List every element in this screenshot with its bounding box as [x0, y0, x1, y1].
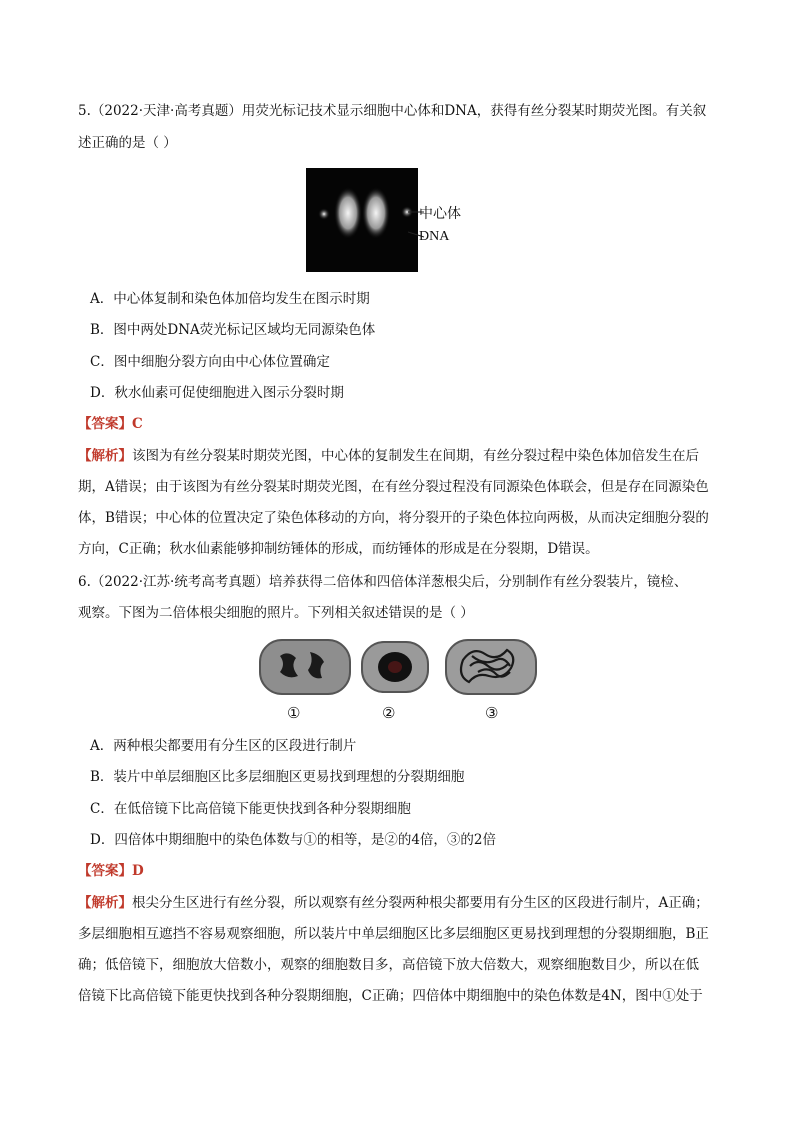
q5-analysis-line1 [78, 446, 699, 466]
q6-answer [78, 861, 144, 881]
analysis-text: 根尖分生区进行有丝分裂，所以观察有丝分裂两种根尖都要用有分生区的区段进行制片，A正确； [132, 895, 709, 911]
q5-analysis-line4: 方向，C正确；秋水仙素能够抑制纺锤体的形成，而纺锤体的形成是在分裂期，D错误。 [78, 541, 599, 557]
q6-option-b: B．装片中单层细胞区比多层细胞区更易找到理想的分裂期细胞 [90, 769, 465, 785]
cell-label-2: ② [382, 704, 396, 722]
q5-option-b: B．图中两处DNA荧光标记区域均无同源染色体 [90, 322, 376, 338]
q5-stem-line1: 5.（2022·天津·高考真题）用荧光标记技术显示细胞中心体和DNA，获得有丝分裂某时期荧光图。有关叙 [78, 103, 707, 119]
q5-option-a: A．中心体复制和染色体加倍均发生在图示时期 [90, 291, 370, 307]
q6-option-c: C．在低倍镜下比高倍镜下能更快找到各种分裂期细胞 [90, 801, 411, 817]
q5-option-d: D．秋水仙素可促使细胞进入图示分裂时期 [90, 385, 344, 401]
cell-label-1: ① [287, 704, 301, 722]
dna-region-left [334, 187, 362, 239]
label-dna: DNA [419, 229, 450, 244]
q5-analysis-line3: 体，B错误；中心体的位置决定了染色体移动的方向，将分裂开的子染色体拉向两极，从而决定细胞分裂的 [78, 510, 709, 526]
cells-image [258, 636, 540, 698]
analysis-text: 该图为有丝分裂某时期荧光图，中心体的复制发生在间期，有丝分裂过程中染色体加倍发生在后 [132, 448, 699, 464]
cell-1 [260, 640, 350, 694]
q5-option-c: C．图中细胞分裂方向由中心体位置确定 [90, 354, 330, 370]
q6-analysis-line4: 倍镜下比高倍镜下能更快找到各种分裂期细胞，C正确；四倍体中期细胞中的染色体数是4N，图中①处于 [78, 988, 703, 1004]
answer-tag: 【答案】 [78, 416, 132, 432]
q6-option-a: A．两种根尖都要用有分生区的区段进行制片 [90, 738, 357, 754]
answer-value: D [132, 863, 144, 879]
q5-answer [78, 414, 143, 434]
fluorescence-image [306, 168, 418, 272]
label-centrosome: 中心体 [419, 206, 461, 222]
q6-analysis-line3: 确；低倍镜下，细胞放大倍数小，观察的细胞数目多，高倍镜下放大倍数大，观察细胞数目少，所以在低 [78, 957, 699, 973]
dna-region-right [362, 187, 390, 239]
q6-analysis-line2: 多层细胞相互遮挡不容易观察细胞，所以装片中单层细胞区比多层细胞区更易找到理想的分裂期细胞，B正 [78, 926, 709, 942]
q6-stem-line1: 6.（2022·江苏·统考高考真题）培养获得二倍体和四倍体洋葱根尖后，分别制作有丝分裂装片，镜检、 [78, 574, 688, 590]
q5-fluorescence-figure [306, 168, 418, 272]
q5-stem-line2: 述正确的是（ ） [78, 135, 177, 151]
q6-option-d: D．四倍体中期细胞中的染色体数与①的相等，是②的4倍，③的2倍 [90, 832, 497, 848]
q5-analysis-line2: 期，A错误；由于该图为有丝分裂某时期荧光图，在有丝分裂过程没有同源染色体联会，但是存在同源染色 [78, 479, 709, 495]
analysis-tag: 【解析】 [78, 895, 132, 911]
q6-stem-line2: 观察。下图为二倍体根尖细胞的照片。下列相关叙述错误的是（ ） [78, 605, 474, 621]
answer-value: C [132, 416, 143, 432]
q6-analysis-line1 [78, 893, 709, 913]
nucleolus [388, 661, 402, 673]
answer-tag: 【答案】 [78, 863, 132, 879]
centrosome-left [318, 208, 330, 220]
cell-label-3: ③ [485, 704, 499, 722]
analysis-tag: 【解析】 [78, 448, 132, 464]
